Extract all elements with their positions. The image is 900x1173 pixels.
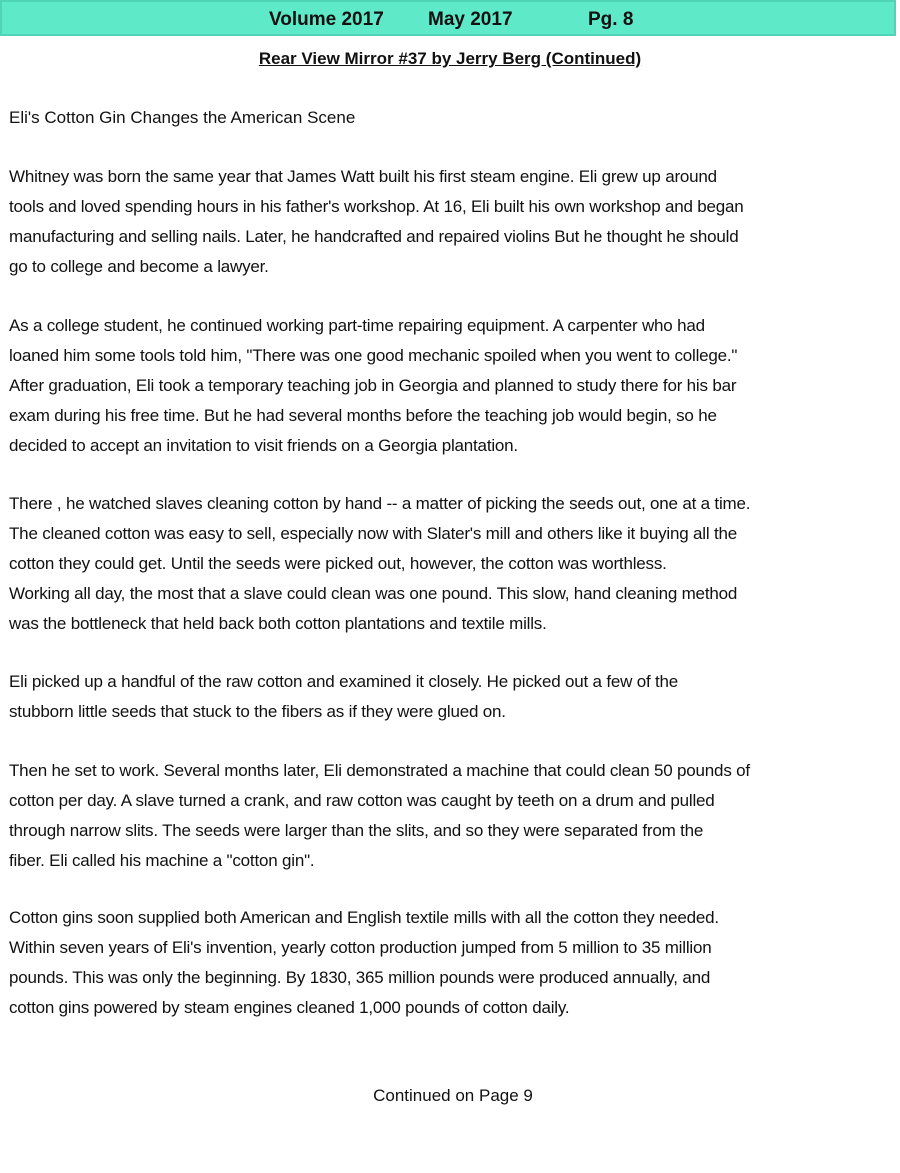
paragraph-line: fiber. Eli called his machine a "cotton gin". <box>9 851 315 870</box>
paragraph-line: decided to accept an invitation to visit friends on a Georgia plantation. <box>9 436 518 455</box>
paragraph-1 <box>9 162 899 282</box>
paragraph-line: manufacturing and selling nails. Later, he handcrafted and repaired violins But he thought he should <box>9 227 739 246</box>
paragraph-line: There , he watched slaves cleaning cotton by hand -- a matter of picking the seeds out, one at a time. <box>9 494 751 513</box>
paragraph-2 <box>9 311 899 461</box>
paragraph-line: Cotton gins soon supplied both American and English textile mills with all the cotton they needed. <box>9 908 719 927</box>
paragraph-line: was the bottleneck that held back both cotton plantations and textile mills. <box>9 614 547 633</box>
paragraph-4 <box>9 667 899 727</box>
article-subtitle: Eli's Cotton Gin Changes the American Scene <box>9 108 356 127</box>
paragraph-line: loaned him some tools told him, "There was one good mechanic spoiled when you went to college." <box>9 346 738 365</box>
header-volume: Volume 2017 <box>269 9 384 30</box>
paragraph-line: Eli picked up a handful of the raw cotton and examined it closely. He picked out a few of the <box>9 672 679 691</box>
paragraph-line: After graduation, Eli took a temporary teaching job in Georgia and planned to study there for his bar <box>9 376 737 395</box>
header-page-number: Pg. 8 <box>588 9 634 30</box>
paragraph-line: cotton they could get. Until the seeds were picked out, however, the cotton was worthless. <box>9 554 667 573</box>
paragraph-line: Working all day, the most that a slave could clean was one pound. This slow, hand cleaning method <box>9 584 738 603</box>
paragraph-line: exam during his free time. But he had several months before the teaching job would begin, so he <box>9 406 717 425</box>
paragraph-line: cotton per day. A slave turned a crank, and raw cotton was caught by teeth on a drum and pulled <box>9 791 715 810</box>
continued-note: Continued on Page 9 <box>373 1086 533 1105</box>
paragraph-line: pounds. This was only the beginning. By 1830, 365 million pounds were produced annually, and <box>9 968 711 987</box>
paragraph-line: As a college student, he continued working part-time repairing equipment. A carpenter who had <box>9 316 705 335</box>
paragraph-line: tools and loved spending hours in his father's workshop. At 16, Eli built his own workshop and began <box>9 197 744 216</box>
header-bar <box>0 0 896 36</box>
paragraph-6 <box>9 903 899 1023</box>
paragraph-line: The cleaned cotton was easy to sell, especially now with Slater's mill and others like it buying all the <box>9 524 737 543</box>
paragraph-line: cotton gins powered by steam engines cleaned 1,000 pounds of cotton daily. <box>9 998 570 1017</box>
article-title: Rear View Mirror #37 by Jerry Berg (Continued) <box>258 49 642 68</box>
paragraph-3 <box>9 489 899 639</box>
paragraph-line: Within seven years of Eli's invention, yearly cotton production jumped from 5 million to 35 million <box>9 938 712 957</box>
paragraph-line: through narrow slits. The seeds were larger than the slits, and so they were separated from the <box>9 821 704 840</box>
paragraph-line: Then he set to work. Several months later, Eli demonstrated a machine that could clean 50 pounds of <box>9 761 750 780</box>
paragraph-5 <box>9 756 899 876</box>
paragraph-line: go to college and become a lawyer. <box>9 257 269 276</box>
header-date: May 2017 <box>428 9 513 30</box>
paragraph-line: Whitney was born the same year that James Watt built his first steam engine. Eli grew up around <box>9 167 717 186</box>
paragraph-line: stubborn little seeds that stuck to the fibers as if they were glued on. <box>9 702 506 721</box>
